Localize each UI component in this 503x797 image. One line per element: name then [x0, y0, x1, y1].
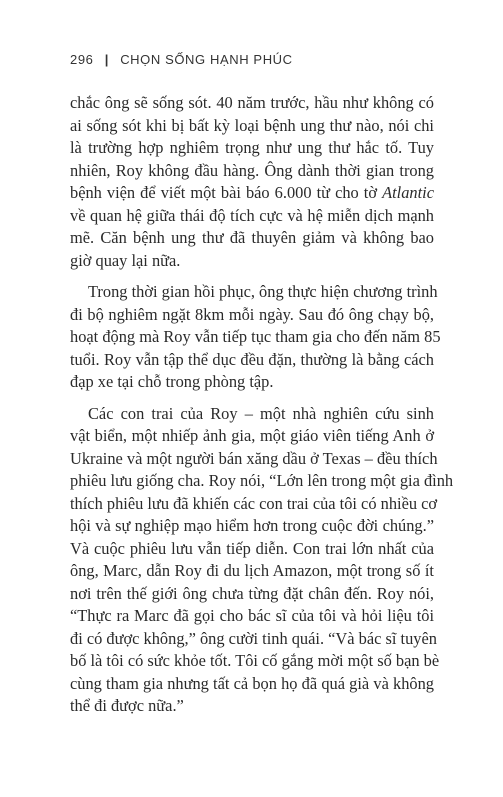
magazine-title: Atlantic [382, 183, 434, 202]
text-line: thích phiêu lưu đã khiến các con trai của tôi có nhiều cơ [70, 493, 438, 513]
text-line: thể đi được nữa.” [70, 696, 184, 715]
text-line: chắc ông sẽ sống sót. 40 năm trước, hầu như không có [70, 93, 434, 112]
text-line: đi bộ nghiêm ngặt 8km mỗi ngày. Sau đó ông chạy bộ, [70, 304, 434, 324]
header-separator: | [104, 52, 109, 67]
text-line: ông, Marc, dẫn Roy đi du lịch Amazon, một trong số ít [70, 561, 434, 580]
text-line: về quan hệ giữa thái độ tích cực và hệ miễn dịch mạnh [70, 205, 434, 225]
paragraph-2 [70, 281, 441, 394]
text-line: nhiên, Roy không đầu hàng. Ông dành thời gian trong [70, 160, 434, 180]
running-header [70, 52, 293, 67]
text-line: hội và sự nghiệp mạo hiểm hơn trong cuộc đời chúng.” [70, 516, 434, 535]
text-line: Các con trai của Roy – một nhà nghiên cứu sinh [88, 403, 434, 423]
text-line: “Thực ra Marc đã gọi cho bác sĩ của tôi và hỏi liệu tôi [70, 606, 434, 625]
text-line: Và cuộc phiêu lưu vẫn tiếp diễn. Con trai lớn nhất của [70, 538, 434, 558]
paragraph-3 [70, 403, 454, 718]
text-line: hoạt động mà Roy vẫn tiếp tục tham gia cho đến năm 85 [70, 327, 441, 346]
page-body [70, 92, 454, 718]
text-run: bệnh viện để viết một bài báo 6.000 từ cho tờ [70, 183, 383, 202]
text-line: mẽ. Căn bệnh ung thư đã thuyên giảm và không bao [70, 228, 434, 247]
text-line: Ukraine và một người bán xăng dầu ở Texas – đều thích [70, 448, 438, 468]
text-line: tuổi. Roy vẫn tập thể dục đều đặn, thường là bằng cách [70, 349, 434, 369]
text-line [70, 182, 434, 205]
text-line: đi có được không,” ông cười tinh quái. “Và bác sĩ tuyên [70, 628, 437, 648]
text-line: bố là tôi có sức khỏe tốt. Tôi cố gắng mời một số bạn bè [70, 651, 440, 670]
text-line: nơi trên thế giới ông chưa từng đặt chân đến. Roy nói, [70, 583, 434, 603]
paragraph-1 [70, 92, 434, 272]
text-line: cùng tham gia nhưng tất cả bọn họ đã quá già và không [70, 673, 434, 693]
text-line: đạp xe tại chỗ trong phòng tập. [70, 372, 274, 391]
text-line: ai sống sót khi bị bất kỳ loại bệnh ung thư nào, nói chi [70, 115, 434, 135]
page-number: 296 [70, 52, 94, 67]
text-line: là trường hợp nghiêm trọng như ung thư hắc tố. Tuy [70, 138, 434, 157]
text-line: phiêu lưu giống cha. Roy nói, “Lớn lên trong một gia đình [70, 471, 454, 490]
text-line: vật biển, một nhiếp ảnh gia, một giáo viên tiếng Anh ở [70, 426, 434, 445]
book-title: CHỌN SỐNG HẠNH PHÚC [120, 52, 293, 67]
text-line: giờ quay lại nữa. [70, 250, 181, 270]
text-line: Trong thời gian hồi phục, ông thực hiện chương trình [88, 282, 438, 301]
